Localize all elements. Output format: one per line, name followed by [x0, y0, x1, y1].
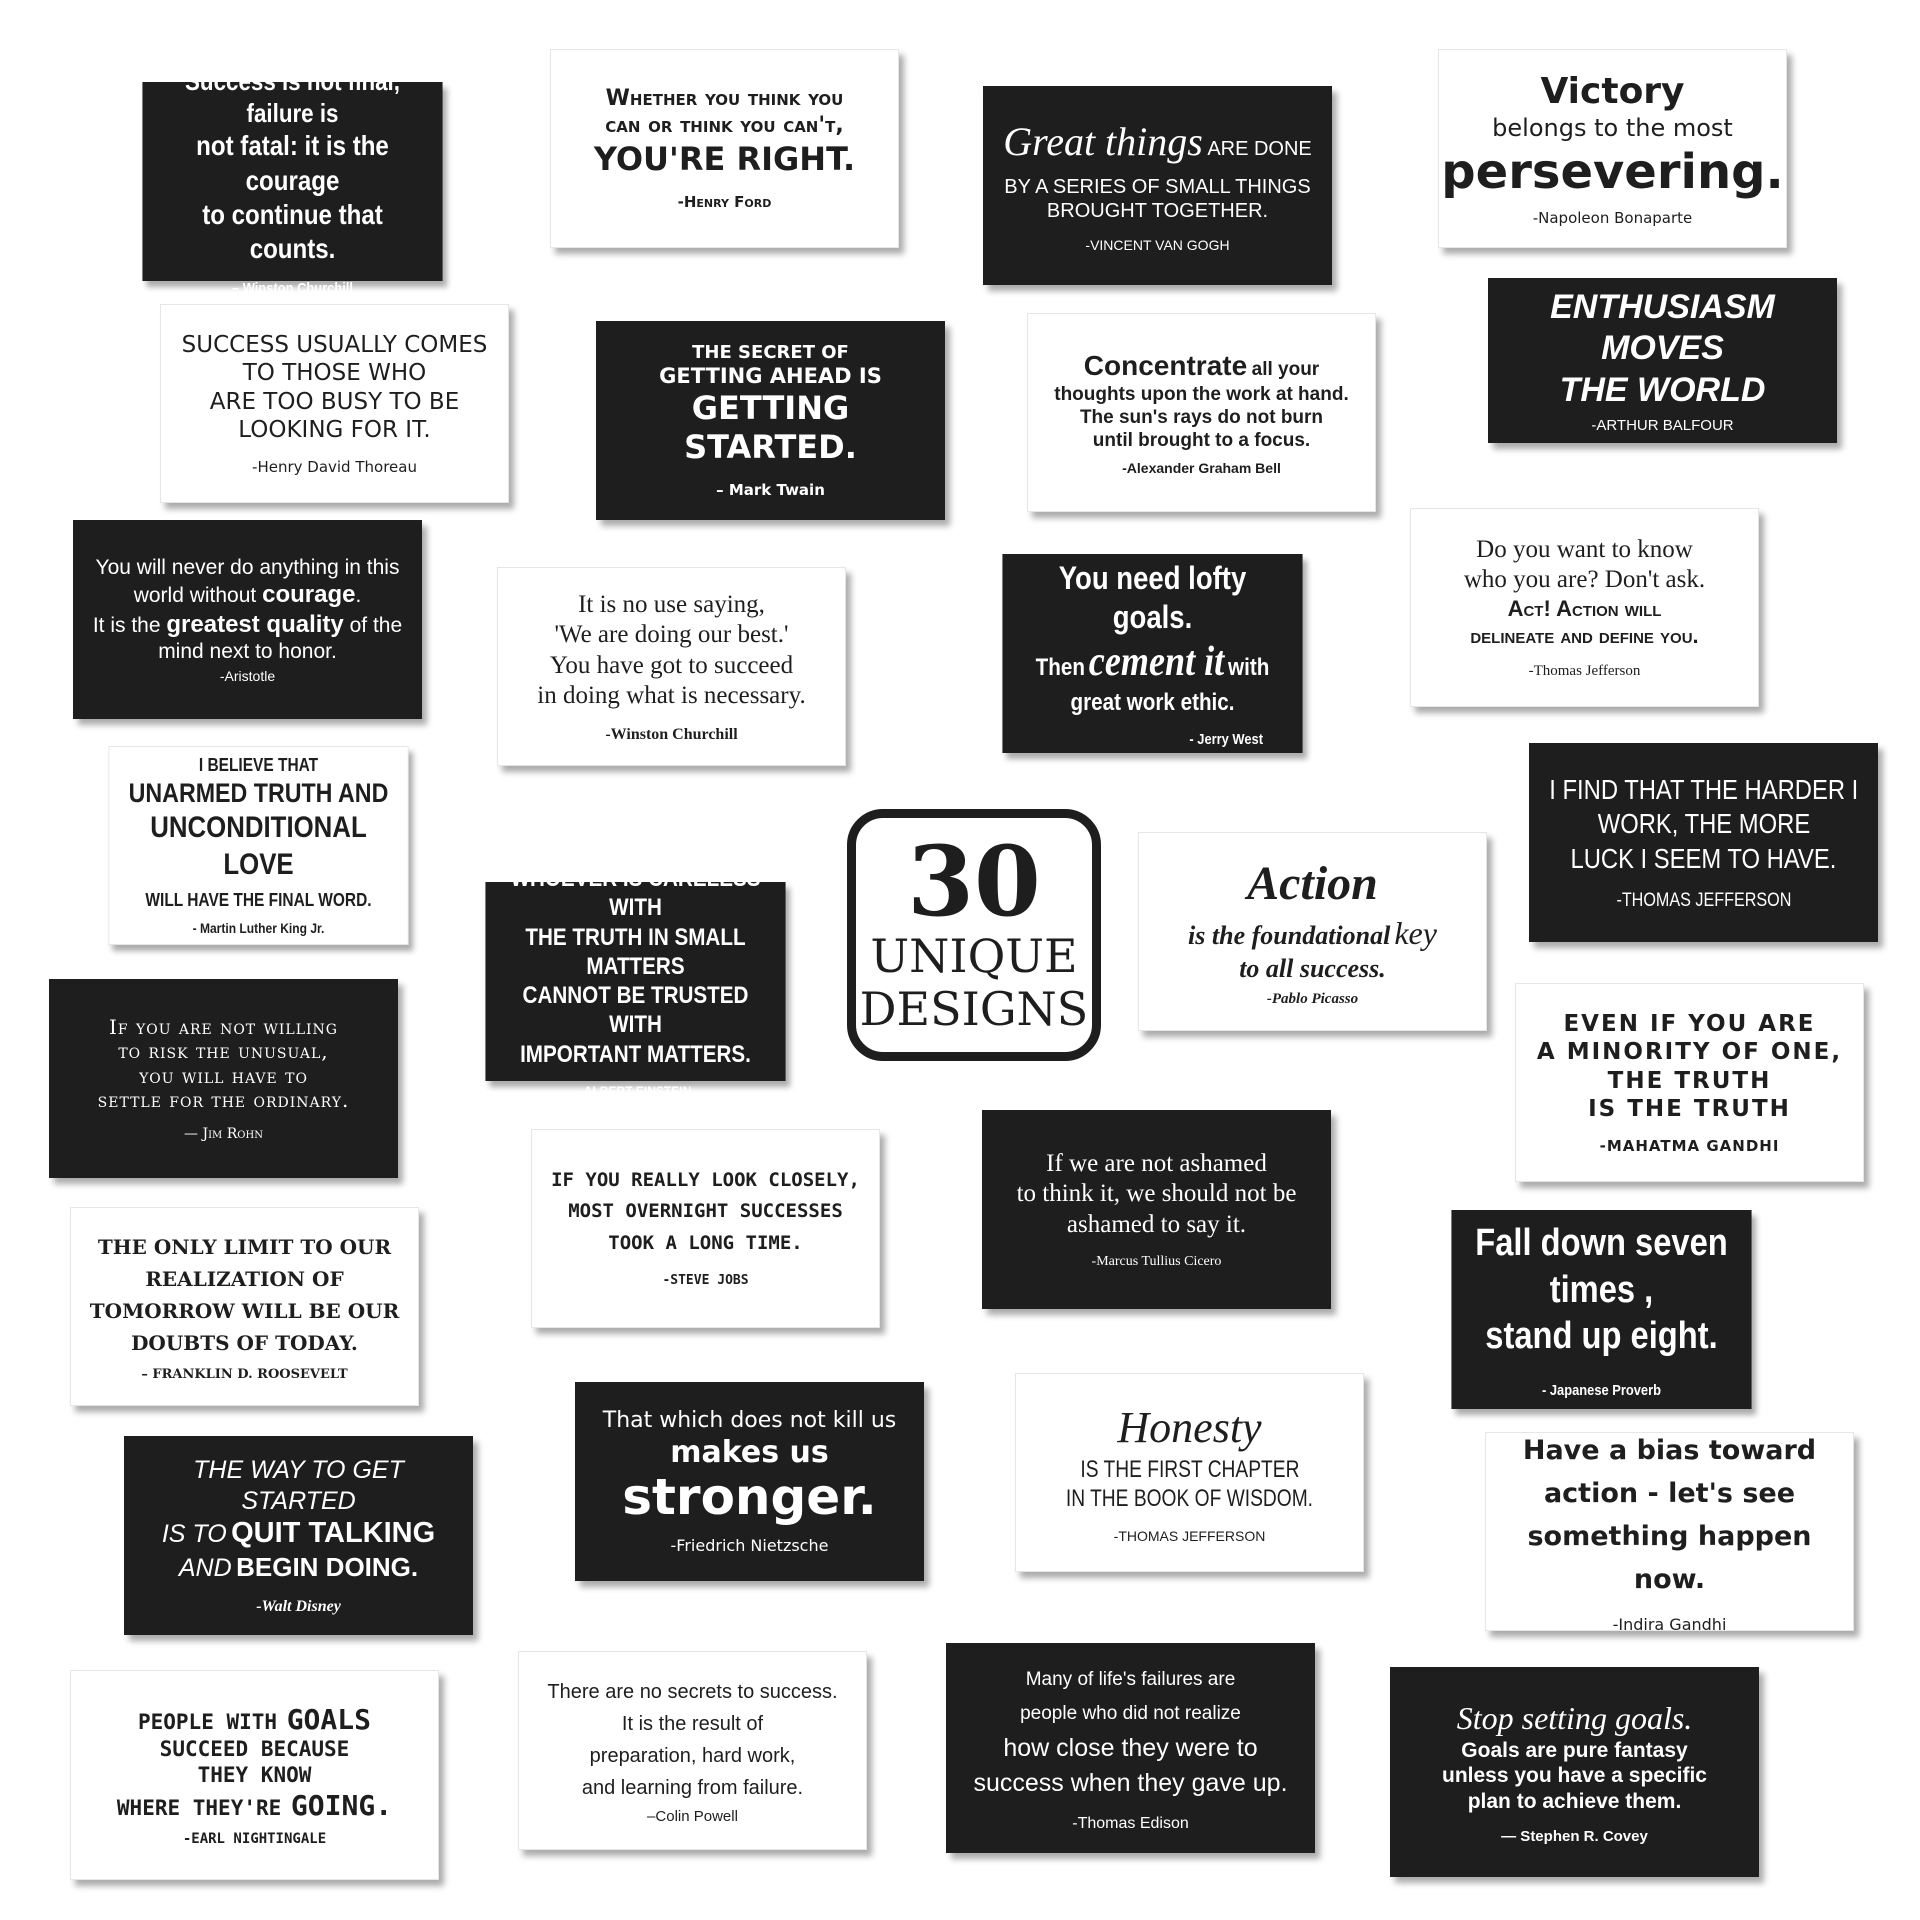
quote-line: REALIZATION OF	[145, 1267, 344, 1291]
quote-line: and learning from failure.	[581, 1777, 804, 1799]
quote-line: I FIND THAT THE HARDER I	[1548, 774, 1859, 806]
quote-line: Victory	[1540, 70, 1685, 112]
quote-line: You will never do anything in this	[95, 555, 400, 579]
quote-line: TOMORROW WILL BE OUR	[89, 1299, 400, 1323]
quote-card-twain	[596, 321, 945, 520]
quote-card-jobs	[531, 1129, 880, 1328]
quote-word: key	[1394, 914, 1437, 951]
quote-author: -STEVE JOBS	[662, 1272, 749, 1288]
quote-line: preparation, hard work,	[589, 1745, 796, 1767]
quote-author: – Winston Churchill	[231, 280, 353, 298]
quote-word: all your	[1251, 358, 1320, 380]
quote-line: A MINORITY OF ONE,	[1536, 1039, 1843, 1066]
quote-card-bell	[1027, 313, 1376, 512]
quote-line: not fatal: it is the courage	[196, 130, 389, 196]
quote-word: courage	[262, 581, 356, 609]
quote-line: makes us	[670, 1435, 829, 1471]
quote-line: Act! Action will	[1507, 595, 1662, 621]
quote-card-jefferson-3	[1015, 1373, 1364, 1572]
quote-author: — Jim Rohn	[184, 1126, 263, 1143]
quote-card-einstein	[485, 865, 785, 1099]
quote-line: TO THOSE WHO	[242, 360, 427, 387]
quote-card-jefferson-2	[1529, 743, 1878, 942]
quote-author: – Mark Twain	[716, 481, 825, 500]
quote-author: -Thomas Edison	[1072, 1815, 1189, 1833]
quote-line: THE ONLY LIMIT TO OUR	[97, 1235, 392, 1259]
quote-author: -Marcus Tullius Cicero	[1091, 1254, 1222, 1270]
quote-word: .	[355, 584, 362, 608]
quote-line: Do you want to know	[1476, 535, 1693, 563]
quote-word: GOING.	[290, 1788, 393, 1822]
quote-card-cicero	[982, 1110, 1331, 1309]
quote-line: IS THE FIRST CHAPTER	[1079, 1456, 1300, 1484]
quote-author: -EARL NIGHTINGALE	[182, 1830, 327, 1847]
quote-line	[1003, 118, 1312, 167]
quote-line: how close they were to	[1003, 1734, 1258, 1763]
quote-line: Have a bias toward	[1522, 1434, 1817, 1466]
quote-line: IF YOU REALLY LOOK CLOSELY,	[551, 1169, 860, 1192]
quote-line: success when they gave up.	[973, 1769, 1288, 1798]
quote-author: – FRANKLIN D. ROOSEVELT	[141, 1367, 348, 1382]
quote-script-word: Great things	[1003, 118, 1203, 164]
quote-author: -VINCENT VAN GOGH	[1085, 237, 1230, 254]
quote-line: ARE TOO BUSY TO BE	[209, 388, 460, 415]
quote-line: IN THE BOOK OF WISDOM.	[1065, 1485, 1314, 1513]
quote-line: MOST OVERNIGHT SUCCESSES	[568, 1200, 843, 1223]
quote-line	[179, 1552, 418, 1584]
quote-author: -ALBERT EINSTEIN	[579, 1082, 692, 1099]
quote-word: PEOPLE WITH	[137, 1710, 278, 1735]
quote-line: Action	[1247, 857, 1378, 911]
quote-line: to continue that counts.	[202, 198, 383, 264]
quote-line: EVEN IF YOU ARE	[1563, 1011, 1816, 1038]
quote-line: ashamed to say it.	[1066, 1210, 1247, 1238]
quote-author: -Thomas Jefferson	[1528, 663, 1641, 680]
quote-line: delineate and define you.	[1470, 622, 1699, 648]
quote-line: THE SECRET OF	[692, 341, 849, 363]
quote-line: MOVES	[1601, 329, 1724, 368]
quote-word: ARE DONE	[1207, 137, 1312, 160]
quote-card-west	[1002, 554, 1302, 753]
quote-word: with	[1228, 653, 1270, 681]
quote-author: –Colin Powell	[647, 1808, 738, 1825]
quote-line: CANNOT BE TRUSTED WITH	[522, 982, 749, 1039]
quote-line: thoughts upon the work at hand.	[1054, 383, 1349, 405]
quote-card-ford	[550, 49, 899, 248]
badge-number: 30	[907, 825, 1041, 939]
quote-author: - Japanese Proverb	[1541, 1381, 1662, 1399]
quote-line: to all success.	[1239, 953, 1386, 983]
quote-line: It is the result of	[621, 1713, 764, 1735]
quote-line: Success is not final, failure is	[185, 65, 400, 128]
quote-line	[1036, 637, 1270, 688]
quote-author: -THOMAS JEFFERSON	[1616, 889, 1791, 911]
quote-line: UNCONDITIONAL LOVE	[150, 811, 367, 881]
quote-word: is the foundational	[1188, 920, 1391, 950]
quote-line: something happen now.	[1527, 1521, 1812, 1596]
quote-line: THE TRUTH IN SMALL MATTERS	[525, 923, 746, 980]
quote-word: QUIT TALKING	[231, 1517, 436, 1550]
unique-designs-badge	[847, 809, 1101, 1061]
quote-word: It is the	[92, 613, 161, 637]
quote-line: who you are? Don't ask.	[1463, 566, 1706, 594]
quote-line: YOU'RE RIGHT.	[593, 139, 856, 178]
quote-line: Many of life's failures are	[1025, 1668, 1236, 1690]
quote-line: Whether you think you	[605, 86, 844, 112]
quote-card-roosevelt	[70, 1207, 419, 1406]
quote-card-picasso	[1138, 832, 1487, 1031]
quote-card-rohn	[49, 979, 398, 1178]
quote-line: belongs to the most	[1492, 113, 1733, 142]
quote-line: ENTHUSIASM	[1550, 287, 1775, 326]
quote-word: BEGIN DOING.	[236, 1551, 419, 1582]
quote-word: AND	[178, 1553, 232, 1582]
quote-card-napoleon	[1438, 49, 1787, 248]
quote-author: -ARTHUR BALFOUR	[1591, 417, 1734, 435]
quote-line: to think it, we should not be	[1016, 1180, 1297, 1208]
quote-author: -Henry Ford	[677, 192, 772, 211]
quote-word: WHERE THEY'RE	[116, 1795, 282, 1820]
quote-word: world without	[133, 584, 257, 608]
quote-line	[1188, 914, 1437, 953]
quote-word: Then	[1035, 653, 1085, 681]
quote-author: -Pablo Picasso	[1266, 990, 1359, 1007]
quote-line: UNARMED TRUTH AND	[128, 778, 389, 809]
quote-line: You have got to succeed	[549, 651, 794, 679]
quote-line: If we are not ashamed	[1046, 1149, 1267, 1177]
quote-author: -MAHATMA GANDHI	[1599, 1136, 1780, 1155]
quote-line: to risk the unusual,	[118, 1039, 329, 1064]
quote-card-covey	[1390, 1667, 1759, 1877]
quote-line: action - let's see	[1543, 1477, 1796, 1509]
badge-label: UNIQUE	[870, 929, 1078, 984]
quote-line: Honesty	[1117, 1403, 1262, 1453]
quote-card-japanese-proverb	[1451, 1210, 1751, 1409]
quote-card-thoreau	[160, 304, 509, 503]
quote-card-indira-gandhi	[1485, 1432, 1854, 1635]
quote-line: GETTING STARTED.	[684, 389, 857, 467]
quote-line: IMPORTANT MATTERS.	[520, 1040, 751, 1068]
quote-line: LUCK I SEEM TO HAVE.	[1570, 842, 1837, 874]
quote-line: can or think you can't,	[605, 112, 844, 138]
quote-line	[1084, 349, 1319, 383]
quote-author: -Friedrich Nietzsche	[670, 1535, 829, 1555]
quote-card-nightingale	[70, 1670, 439, 1880]
quote-line: 'We are doing our best.'	[554, 621, 789, 648]
quote-line: WHOEVER IS CARELESS WITH	[510, 865, 761, 922]
quote-line: LOOKING FOR IT.	[238, 416, 431, 443]
quote-line: There are no secrets to success.	[547, 1681, 838, 1703]
quote-card-balfour	[1488, 278, 1837, 443]
quote-author: -Winston Churchill	[605, 725, 738, 743]
quote-line: settle for the ordinary.	[97, 1087, 350, 1112]
quote-line: GETTING AHEAD IS	[659, 363, 882, 388]
quote-card-aristotle	[73, 520, 422, 719]
quote-line: DOUBTS OF TODAY.	[131, 1331, 358, 1355]
quote-line	[134, 580, 362, 609]
quote-line: Fall down seven times ,	[1475, 1222, 1728, 1311]
quote-author: -Aristotle	[219, 668, 276, 685]
quote-card-disney	[124, 1436, 473, 1635]
quote-author: -Henry David Thoreau	[252, 457, 417, 476]
quote-card-churchill-2	[497, 567, 846, 766]
quote-line: you will have to	[139, 1063, 308, 1088]
quote-card-nietzsche	[575, 1382, 924, 1581]
quote-line: THE WORLD	[1559, 370, 1766, 409]
quote-line: SUCCESS USUALLY COMES	[181, 332, 488, 359]
quote-line: until brought to a focus.	[1092, 430, 1311, 452]
quote-line	[117, 1789, 392, 1823]
quote-line: That which does not kill us	[602, 1408, 897, 1434]
quote-line: TOOK A LONG TIME.	[608, 1231, 803, 1254]
badge-label: DESIGNS	[859, 982, 1089, 1036]
quote-line	[93, 610, 402, 639]
quote-line: WILL HAVE THE FINAL WORD.	[145, 889, 372, 910]
quote-line: Goals are pure fantasy	[1461, 1738, 1688, 1762]
quote-line: I BELIEVE THAT	[198, 755, 319, 776]
quote-line: people who did not realize	[1020, 1703, 1241, 1724]
quote-line	[138, 1703, 371, 1737]
quote-author: — Stephen R. Covey	[1501, 1828, 1648, 1846]
quote-author: -Indira Gandhi	[1612, 1615, 1727, 1635]
quote-line: THEY KNOW	[197, 1763, 312, 1787]
quote-line: plan to achieve them.	[1467, 1789, 1682, 1813]
quote-script-word: cement it	[1088, 638, 1225, 685]
quote-line: It is no use saying,	[578, 590, 765, 618]
quote-word: GOALS	[286, 1703, 371, 1737]
quote-line	[162, 1516, 435, 1551]
quote-card-edison	[946, 1643, 1315, 1853]
quote-line: You need lofty goals.	[1058, 559, 1247, 635]
quote-line: BROUGHT TOGETHER.	[1046, 199, 1269, 222]
quote-author: -Walt Disney	[256, 1597, 341, 1615]
quote-line: Stop setting goals.	[1456, 1699, 1693, 1736]
quote-card-king	[108, 746, 408, 945]
quote-line: THE TRUTH	[1607, 1067, 1772, 1094]
quote-line: WORK, THE MORE	[1597, 808, 1810, 840]
quote-line: stronger.	[622, 1467, 877, 1526]
quote-line: persevering.	[1441, 143, 1784, 200]
quote-author: - Jerry West	[1189, 731, 1264, 749]
quote-line: in doing what is necessary.	[537, 682, 806, 709]
quote-word: of the	[349, 613, 403, 637]
quote-word: greatest quality	[166, 610, 344, 638]
quote-line: stand up eight.	[1485, 1315, 1718, 1358]
quote-word: IS TO	[161, 1520, 227, 1549]
quote-line: BY A SERIES OF SMALL THINGS	[1004, 175, 1311, 198]
quote-line: If you are not willing	[109, 1014, 338, 1039]
quote-line: The sun's rays do not burn	[1079, 406, 1324, 428]
quote-line: SUCCEED BECAUSE	[159, 1737, 350, 1762]
quote-line: IS THE TRUTH	[1588, 1095, 1791, 1122]
quote-word: Concentrate	[1083, 349, 1248, 381]
quote-author: -THOMAS JEFFERSON	[1113, 1527, 1266, 1544]
quote-line: great work ethic.	[1070, 689, 1235, 717]
quote-card-van-gogh	[983, 86, 1332, 285]
quote-line: unless you have a specific	[1442, 1764, 1707, 1788]
quote-card-gandhi	[1515, 983, 1864, 1182]
quote-card-powell	[518, 1651, 867, 1850]
quote-card-churchill-1	[142, 65, 442, 298]
quote-author: -Napoleon Bonaparte	[1532, 209, 1693, 228]
quote-line: THE WAY TO GET STARTED	[193, 1456, 404, 1515]
quote-author: -Alexander Graham Bell	[1122, 460, 1281, 477]
quote-card-jefferson-1	[1410, 508, 1759, 707]
quote-author: - Martin Luther King Jr.	[192, 919, 325, 936]
quote-line: mind next to honor.	[158, 639, 337, 663]
